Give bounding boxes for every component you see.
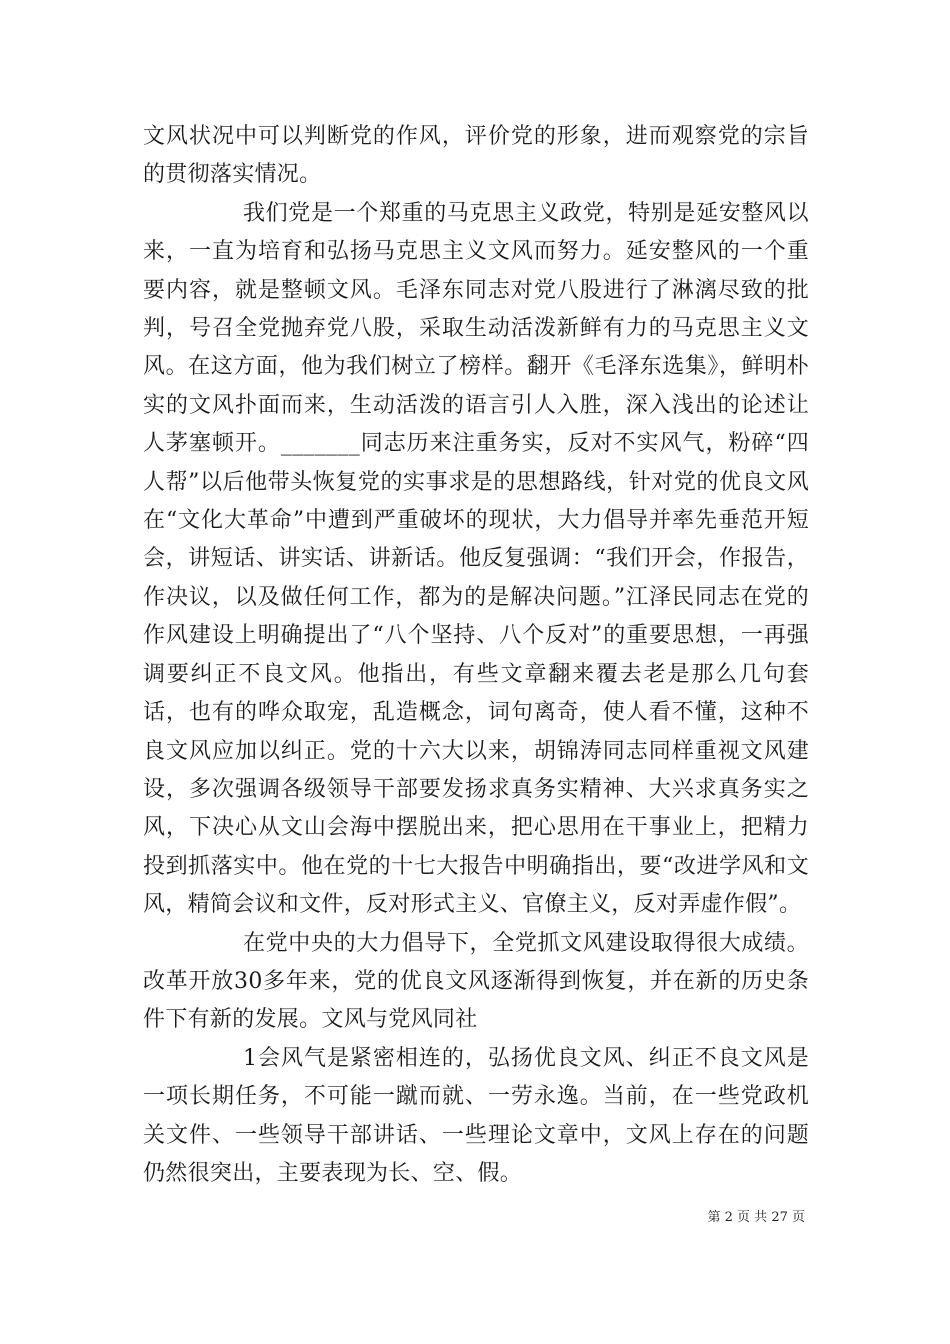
page-number: 第 2 页 共 27 页	[707, 1210, 805, 1225]
paragraph-party-style-history: 我们党是一个郑重的马克思主义政党，特别是延安整风以来，一直为培育和弘扬马克思主义文风而努力。延安整风的一个重要内容，就是整顿文风。毛泽东同志对党八股进行了淋漓尽致的批判，号召全党抛弃党八股，采取生动活泼新鲜有力的马克思主义文风。在这方面，他为我们树立了榜样。翻开《毛泽东选集》，鲜明朴实的文风扑面而来，生动活泼的语言引人入胜，深入浅出的论述让人茅塞顿开。_______同志历来注重务实，反对不实风气，粉碎“四人帮”以后他带头恢复党的实事求是的思想路线，针对党的优良文风在“文化大革命”中遭到严重破坏的现状，大力倡导并率先垂范开短会，讲短话、讲实话、讲新话。他反复强调：“我们开会，作报告，作决议，以及做任何工作，都为的是解决问题。”江泽民同志在党的作风建设上明确提出了“八个坚持、八个反对”的重要思想，一再强调要纠正不良文风。他指出，有些文章翻来覆去老是那么几句套话，也有的哗众取宠，乱造概念，词句离奇，使人看不懂，这种不良文风应加以纠正。党的十六大以来，胡锦涛同志同样重视文风建设，多次强调各级领导干部要发扬求真务实精神、大兴求真务实之风，下决心从文山会海中摆脱出来，把心思用在干事业上，把精力投到抓落实中。他在党的十七大报告中明确指出，要“改进学风和文风，精简会议和文件，反对形式主义、官僚主义，反对弄虚作假”。	[143, 200, 809, 918]
paragraph-current-problems: 1会风气是紧密相连的，弘扬优良文风、纠正不良文风是一项长期任务，不可能一蹴而就、一劳永逸。当前，在一些党政机关文件、一些领导干部讲话、一些理论文章中，文风上存在的问题仍然很突出，主要表现为长、空、假。	[143, 1045, 809, 1186]
paragraph-continuation: 文风状况中可以判断党的作风，评价党的形象，进而观察党的宗旨的贯彻落实情况。	[143, 124, 809, 188]
paragraph-achievements: 在党中央的大力倡导下，全党抓文风建设取得很大成绩。改革开放30多年来，党的优良文风逐渐得到恢复，并在新的历史条件下有新的发展。文风与党风同社	[143, 930, 809, 1033]
document-body	[143, 118, 809, 1193]
